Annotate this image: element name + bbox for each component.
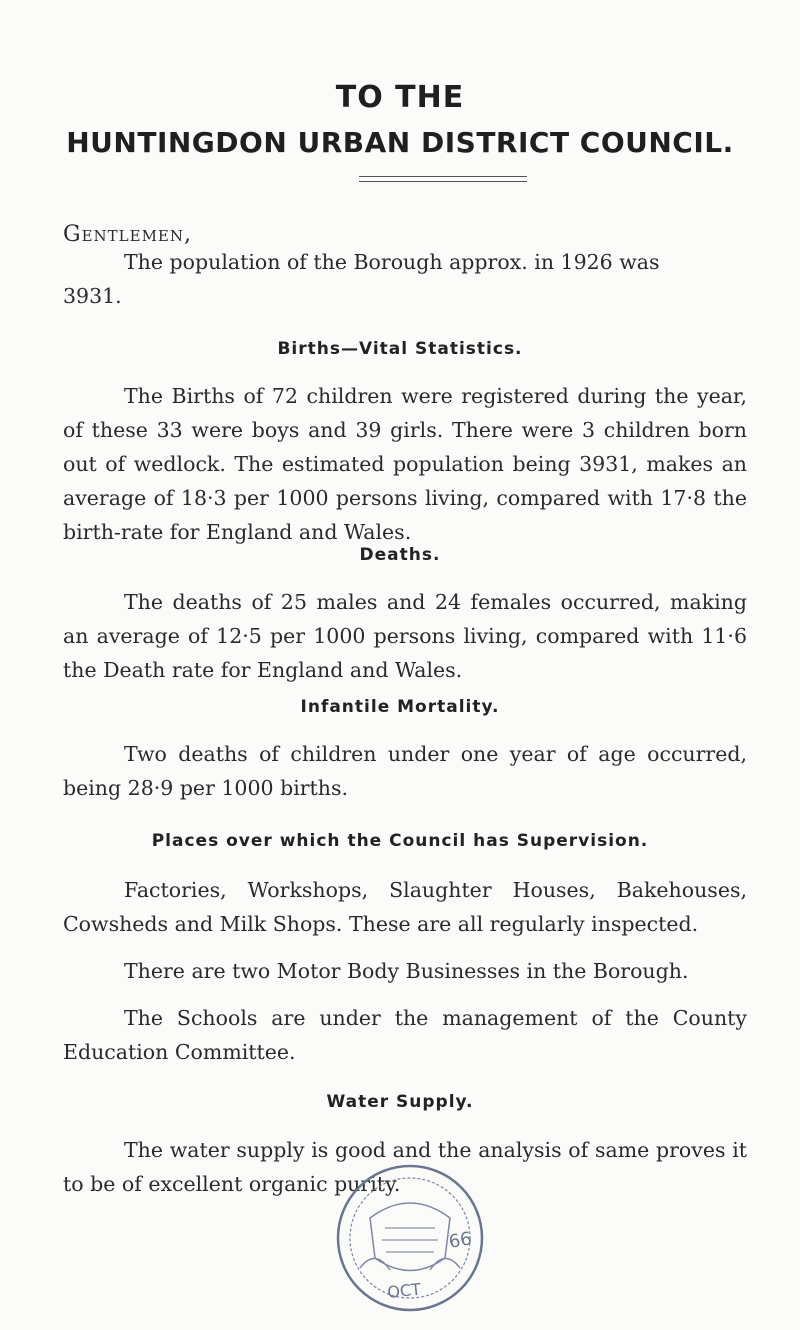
document-title-line2: HUNTINGDON URBAN DISTRICT COUNCIL.	[66, 126, 734, 159]
places-paragraph-1: Factories, Workshops, Slaughter Houses, Bakehouses, Cowsheds and Milk Shops. These are all regularly inspected.	[63, 878, 747, 936]
places-paragraph-3: The Schools are under the management of the County Education Committee.	[63, 1006, 747, 1064]
intro-line1: The population of the Borough approx. in 1926 was	[124, 250, 660, 274]
intro-paragraph	[63, 245, 747, 313]
title-divider	[359, 176, 527, 177]
places-paragraph-2: There are two Motor Body Businesses in the Borough.	[124, 959, 689, 983]
svg-text:OCT: OCT	[386, 1279, 422, 1302]
salutation: Gentlemen,	[63, 222, 192, 247]
library-stamp-icon	[330, 1158, 490, 1320]
document-title-line1: TO THE	[335, 80, 465, 115]
births-heading: Births—Vital Statistics.	[277, 339, 523, 359]
intro-line2: 3931.	[63, 284, 122, 308]
births-paragraph: The Births of 72 children were registered during the year, of these 33 were boys and 39 girls. There were 3 children born out of wedlock. The estimated population being 3931, makes an average of 18·3 per 1000 persons living, compared with 17·8 the birth-rate for England and Wales.	[63, 384, 747, 544]
deaths-heading: Deaths.	[359, 545, 441, 565]
water-paragraph: The water supply is good and the analysis of same proves it to be of excellent organic purity.	[63, 1138, 747, 1196]
water-heading: Water Supply.	[326, 1092, 474, 1112]
places-heading: Places over which the Council has Supervision.	[151, 831, 649, 851]
infantile-paragraph: Two deaths of children under one year of age occurred, being 28·9 per 1000 births.	[63, 742, 747, 800]
infantile-heading: Infantile Mortality.	[300, 697, 500, 717]
svg-text:66: 66	[447, 1228, 474, 1253]
title-divider	[359, 181, 527, 182]
deaths-paragraph: The deaths of 25 males and 24 females occurred, making an average of 12·5 per 1000 persons living, compared with 11·6 the Death rate for England and Wales.	[63, 590, 747, 682]
